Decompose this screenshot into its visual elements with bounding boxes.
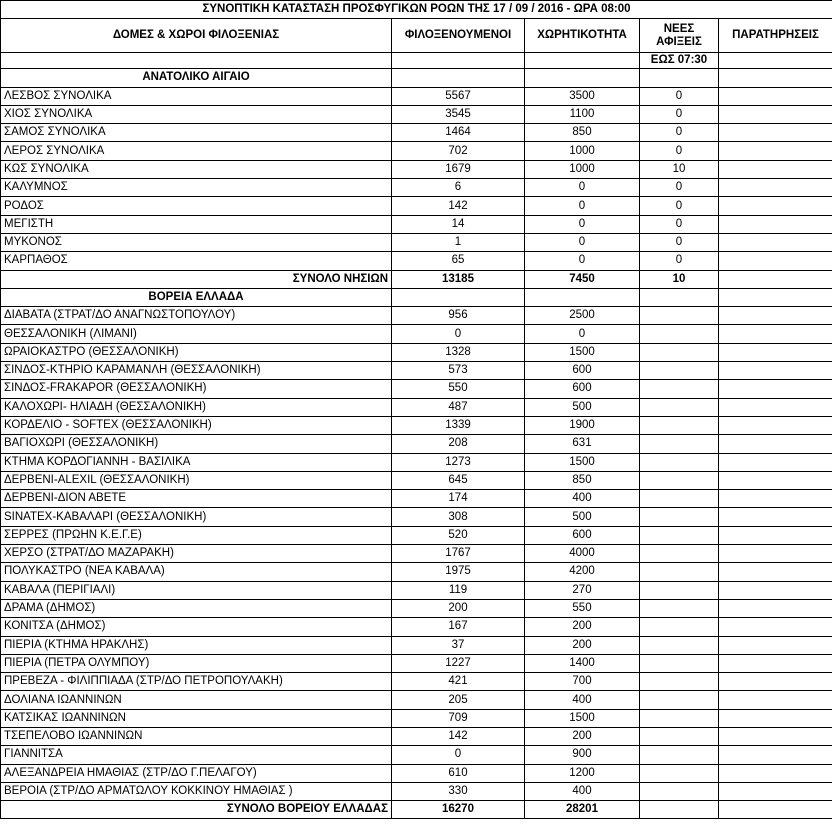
table-row	[1, 362, 832, 380]
hosted-count: 1975	[392, 563, 525, 581]
facility-name: ΡΟΔΟΣ	[1, 197, 392, 215]
hosted-count: 550	[392, 380, 525, 398]
empty-cell	[525, 288, 640, 306]
hosted-count: 709	[392, 709, 525, 727]
new-arrivals-count	[640, 471, 719, 489]
new-arrivals-count	[640, 362, 719, 380]
hosted-count: 1227	[392, 654, 525, 672]
capacity-count: 200	[525, 618, 640, 636]
new-arrivals-count	[640, 325, 719, 343]
new-arrivals-count	[640, 618, 719, 636]
region-title: ΑΝΑΤΟΛΙΚΟ ΑΙΓΑΙΟ	[1, 69, 392, 87]
remarks-cell	[719, 252, 832, 270]
facility-name: ΑΛΕΞΑΝΔΡΕΙΑ ΗΜΑΘΙΑΣ (ΣΤΡ/ΔΟ Γ.ΠΕΛΑΓΟΥ)	[1, 764, 392, 782]
table-row	[1, 416, 832, 434]
remarks-cell	[719, 179, 832, 197]
hosted-count: 142	[392, 197, 525, 215]
remarks-cell	[719, 545, 832, 563]
facility-name: ΠΟΛΥΚΑΣΤΡΟ (ΝΕΑ ΚΑΒΑΛΑ)	[1, 563, 392, 581]
facility-name: ΣΙΝΔΟΣ-ΚΤΗΡΙΟ ΚΑΡΑΜΑΝΛΗ (ΘΕΣΣΑΛΟΝΙΚΗ)	[1, 362, 392, 380]
hosted-count: 956	[392, 307, 525, 325]
facility-name: ΚΑΒΑΛΑ (ΠΕΡΙΓΙΑΛΙ)	[1, 581, 392, 599]
capacity-count: 550	[525, 599, 640, 617]
table-row	[1, 307, 832, 325]
table-row	[1, 325, 832, 343]
hosted-count: 1464	[392, 124, 525, 142]
table-row	[1, 215, 832, 233]
hosted-count: 645	[392, 471, 525, 489]
new-arrivals-count	[640, 746, 719, 764]
hosted-count: 3545	[392, 105, 525, 123]
facility-name: ΚΑΛΥΜΝΟΣ	[1, 179, 392, 197]
table-row	[1, 252, 832, 270]
facility-name: ΧΕΡΣΟ (ΣΤΡΑΤ/ΔΟ ΜΑΖΑΡΑΚΗ)	[1, 545, 392, 563]
remarks-cell	[719, 416, 832, 434]
remarks-cell	[719, 654, 832, 672]
header-facilities: ΔΟΜΕΣ & ΧΩΡΟΙ ΦΙΛΟΞΕΝΙΑΣ	[1, 19, 392, 53]
total-label: ΣΥΝΟΛΟ ΝΗΣΙΩΝ	[1, 270, 392, 288]
remarks-cell	[719, 490, 832, 508]
table-row	[1, 746, 832, 764]
remarks-cell	[719, 581, 832, 599]
capacity-count: 1500	[525, 343, 640, 361]
capacity-count: 200	[525, 727, 640, 745]
new-arrivals-count	[640, 654, 719, 672]
capacity-count: 2500	[525, 307, 640, 325]
total-row	[1, 270, 832, 288]
table-row	[1, 618, 832, 636]
table-row	[1, 764, 832, 782]
facility-name: ΔΕΡΒΕΝΙ-ALEXIL (ΘΕΣΣΑΛΟΝΙΚΗ)	[1, 471, 392, 489]
facility-name: ΚΤΗΜΑ ΚΟΡΔΟΓΙΑΝΝΗ - ΒΑΣΙΛΙΚΑ	[1, 453, 392, 471]
new-arrivals-count: 0	[640, 215, 719, 233]
total-hosted: 13185	[392, 270, 525, 288]
table-row	[1, 398, 832, 416]
header-capacity: ΧΩΡΗΤΙΚΟΤΗΤΑ	[525, 19, 640, 53]
table-row	[1, 343, 832, 361]
facility-name: ΣΕΡΡΕΣ (ΠΡΩΗΝ Κ.Ε.Γ.Ε)	[1, 526, 392, 544]
capacity-count: 400	[525, 782, 640, 800]
new-arrivals-count	[640, 782, 719, 800]
table-row	[1, 124, 832, 142]
new-arrivals-count	[640, 435, 719, 453]
table-row	[1, 179, 832, 197]
hosted-count: 421	[392, 673, 525, 691]
new-arrivals-count	[640, 727, 719, 745]
facility-name: ΛΕΣΒΟΣ ΣΥΝΟΛΙΚΑ	[1, 87, 392, 105]
remarks-cell	[719, 636, 832, 654]
facility-name: ΔΕΡΒΕΝΙ-ΔΙΟΝ ΑΒΕΤΕ	[1, 490, 392, 508]
facility-name: ΣΑΜΟΣ ΣΥΝΟΛΙΚΑ	[1, 124, 392, 142]
table-row	[1, 508, 832, 526]
remarks-cell	[719, 453, 832, 471]
facility-name: ΠΙΕΡΙΑ (ΚΤΗΜΑ ΗΡΑΚΛΗΣ)	[1, 636, 392, 654]
new-arrivals-count	[640, 508, 719, 526]
header-new-arrivals: ΝΕΕΣ ΑΦΙΞΕΙΣ	[640, 19, 719, 53]
hosted-count: 1328	[392, 343, 525, 361]
capacity-count: 270	[525, 581, 640, 599]
hosted-count: 0	[392, 325, 525, 343]
capacity-count: 200	[525, 636, 640, 654]
remarks-cell	[719, 270, 832, 288]
remarks-cell	[719, 435, 832, 453]
new-arrivals-count: 0	[640, 124, 719, 142]
empty-cell	[640, 288, 719, 306]
facility-name: ΚΑΡΠΑΘΟΣ	[1, 252, 392, 270]
capacity-count: 631	[525, 435, 640, 453]
subheader-blank	[1, 53, 392, 69]
remarks-cell	[719, 526, 832, 544]
hosted-count: 1	[392, 233, 525, 251]
remarks-cell	[719, 325, 832, 343]
remarks-cell	[719, 746, 832, 764]
subheader-blank	[525, 53, 640, 69]
empty-cell	[525, 69, 640, 87]
table-row	[1, 142, 832, 160]
facility-name: ΒΑΓΙΟΧΩΡΙ (ΘΕΣΣΑΛΟΝΙΚΗ)	[1, 435, 392, 453]
hosted-count: 308	[392, 508, 525, 526]
capacity-count: 400	[525, 691, 640, 709]
remarks-cell	[719, 618, 832, 636]
new-arrivals-count	[640, 599, 719, 617]
table-row	[1, 453, 832, 471]
hosted-count: 5567	[392, 87, 525, 105]
table-row	[1, 87, 832, 105]
table-row	[1, 581, 832, 599]
empty-cell	[640, 69, 719, 87]
capacity-count: 0	[525, 197, 640, 215]
total-arrivals: 10	[640, 270, 719, 288]
subheader-row	[1, 53, 832, 69]
capacity-count: 1900	[525, 416, 640, 434]
capacity-count: 500	[525, 508, 640, 526]
table-row	[1, 105, 832, 123]
table-row	[1, 435, 832, 453]
hosted-count: 142	[392, 727, 525, 745]
remarks-cell	[719, 691, 832, 709]
remarks-cell	[719, 380, 832, 398]
new-arrivals-count	[640, 526, 719, 544]
hosted-count: 1767	[392, 545, 525, 563]
capacity-count: 600	[525, 526, 640, 544]
remarks-cell	[719, 727, 832, 745]
remarks-cell	[719, 343, 832, 361]
new-arrivals-count: 0	[640, 197, 719, 215]
hosted-count: 205	[392, 691, 525, 709]
hosted-count: 573	[392, 362, 525, 380]
facility-name: ΒΕΡΟΙΑ (ΣΤΡ/ΔΟ ΑΡΜΑΤΩΛΟΥ ΚΟΚΚΙΝΟΥ ΗΜΑΘΙΑΣ )	[1, 782, 392, 800]
capacity-count: 0	[525, 252, 640, 270]
empty-cell	[719, 69, 832, 87]
table-row	[1, 709, 832, 727]
capacity-count: 850	[525, 124, 640, 142]
table-row	[1, 160, 832, 178]
capacity-count: 400	[525, 490, 640, 508]
total-capacity: 28201	[525, 801, 640, 819]
capacity-count: 600	[525, 380, 640, 398]
new-arrivals-count	[640, 398, 719, 416]
hosted-count: 487	[392, 398, 525, 416]
table-row	[1, 636, 832, 654]
table-row	[1, 471, 832, 489]
capacity-count: 1000	[525, 160, 640, 178]
header-hosted: ΦΙΛΟΞΕΝΟΥΜΕΝΟΙ	[392, 19, 525, 53]
new-arrivals-count	[640, 581, 719, 599]
hosted-count: 174	[392, 490, 525, 508]
hosted-count: 610	[392, 764, 525, 782]
facility-name: ΣΙΝΔΟΣ-FRAKAPOR (ΘΕΣΣΑΛΟΝΙΚΗ)	[1, 380, 392, 398]
facility-name: ΚΟΡΔΕΛΙΟ - SOFTEX (ΘΕΣΣΑΛΟΝΙΚΗ)	[1, 416, 392, 434]
remarks-cell	[719, 197, 832, 215]
remarks-cell	[719, 508, 832, 526]
table-row	[1, 490, 832, 508]
remarks-cell	[719, 563, 832, 581]
region-row	[1, 288, 832, 306]
new-arrivals-count	[640, 343, 719, 361]
hosted-count: 119	[392, 581, 525, 599]
facility-name: ΩΡΑΙΟΚΑΣΤΡΟ (ΘΕΣΣΑΛΟΝΙΚΗ)	[1, 343, 392, 361]
capacity-count: 4200	[525, 563, 640, 581]
new-arrivals-count	[640, 709, 719, 727]
remarks-cell	[719, 307, 832, 325]
capacity-count: 0	[525, 215, 640, 233]
region-row	[1, 69, 832, 87]
hosted-count: 330	[392, 782, 525, 800]
capacity-count: 500	[525, 398, 640, 416]
facility-name: ΔΟΛΙΑΝΑ ΙΩΑΝΝΙΝΩΝ	[1, 691, 392, 709]
remarks-cell	[719, 599, 832, 617]
capacity-count: 0	[525, 233, 640, 251]
facility-name: ΘΕΣΣΑΛΟΝΙΚΗ (ΛΙΜΑΝΙ)	[1, 325, 392, 343]
remarks-cell	[719, 160, 832, 178]
total-arrivals	[640, 801, 719, 819]
new-arrivals-count	[640, 453, 719, 471]
hosted-count: 1679	[392, 160, 525, 178]
empty-cell	[392, 69, 525, 87]
facility-name: ΚΩΣ ΣΥΝΟΛΙΚΑ	[1, 160, 392, 178]
remarks-cell	[719, 124, 832, 142]
table-row	[1, 727, 832, 745]
table-row	[1, 782, 832, 800]
header-row	[1, 19, 832, 53]
table-row	[1, 563, 832, 581]
remarks-cell	[719, 398, 832, 416]
report-title: ΣΥΝΟΠΤΙΚΗ ΚΑΤΑΣΤΑΣΗ ΠΡΟΣΦΥΓΙΚΩΝ ΡΟΩΝ ΤΗΣ 17 / 09 / 2016 - ΩΡΑ 08:00	[1, 1, 832, 19]
capacity-count: 0	[525, 325, 640, 343]
facility-name: ΔΡΑΜΑ (ΔΗΜΟΣ)	[1, 599, 392, 617]
capacity-count: 900	[525, 746, 640, 764]
new-arrivals-count: 0	[640, 105, 719, 123]
remarks-cell	[719, 471, 832, 489]
new-arrivals-count	[640, 764, 719, 782]
hosted-count: 14	[392, 215, 525, 233]
table-row	[1, 691, 832, 709]
hosted-count: 37	[392, 636, 525, 654]
total-label: ΣΥΝΟΛΟ ΒΟΡΕΙΟΥ ΕΛΛΑΔΑΣ	[1, 801, 392, 819]
new-arrivals-count: 0	[640, 179, 719, 197]
new-arrivals-count	[640, 307, 719, 325]
remarks-cell	[719, 801, 832, 819]
facility-name: ΔΙΑΒΑΤΑ (ΣΤΡΑΤ/ΔΟ ΑΝΑΓΝΩΣΤΟΠΟΥΛΟΥ)	[1, 307, 392, 325]
facility-name: ΤΣΕΠΕΛΟΒΟ ΙΩΑΝΝΙΝΩΝ	[1, 727, 392, 745]
hosted-count: 65	[392, 252, 525, 270]
new-arrivals-count	[640, 416, 719, 434]
hosted-count: 167	[392, 618, 525, 636]
remarks-cell	[719, 87, 832, 105]
facility-name: ΜΥΚΟΝΟΣ	[1, 233, 392, 251]
hosted-count: 6	[392, 179, 525, 197]
facility-name: ΓΙΑΝΝΙΤΣΑ	[1, 746, 392, 764]
remarks-cell	[719, 782, 832, 800]
hosted-count: 1273	[392, 453, 525, 471]
facility-name: ΚΑΤΣΙΚΑΣ ΙΩΑΝΝΙΝΩΝ	[1, 709, 392, 727]
header-remarks: ΠΑΡΑΤΗΡΗΣΕΙΣ	[719, 19, 832, 53]
table-row	[1, 545, 832, 563]
table-row	[1, 197, 832, 215]
facility-name: ΜΕΓΙΣΤΗ	[1, 215, 392, 233]
title-row	[1, 1, 832, 19]
hosted-count: 1339	[392, 416, 525, 434]
empty-cell	[392, 288, 525, 306]
table-row	[1, 380, 832, 398]
subheader-blank	[719, 53, 832, 69]
facility-name: ΠΙΕΡΙΑ (ΠΕΤΡΑ ΟΛΥΜΠΟΥ)	[1, 654, 392, 672]
total-hosted: 16270	[392, 801, 525, 819]
capacity-count: 1200	[525, 764, 640, 782]
total-row	[1, 801, 832, 819]
capacity-count: 4000	[525, 545, 640, 563]
remarks-cell	[719, 709, 832, 727]
table-row	[1, 654, 832, 672]
capacity-count: 600	[525, 362, 640, 380]
new-arrivals-count	[640, 563, 719, 581]
empty-cell	[719, 288, 832, 306]
hosted-count: 702	[392, 142, 525, 160]
capacity-count: 3500	[525, 87, 640, 105]
facility-name: ΚΑΛΟΧΩΡΙ- ΗΛΙΑΔΗ (ΘΕΣΣΑΛΟΝΙΚΗ)	[1, 398, 392, 416]
capacity-count: 1100	[525, 105, 640, 123]
remarks-cell	[719, 215, 832, 233]
hosted-count: 520	[392, 526, 525, 544]
hosted-count: 0	[392, 746, 525, 764]
new-arrivals-count	[640, 490, 719, 508]
capacity-count: 1400	[525, 654, 640, 672]
remarks-cell	[719, 673, 832, 691]
capacity-count: 1500	[525, 709, 640, 727]
capacity-count: 0	[525, 179, 640, 197]
new-arrivals-count: 0	[640, 87, 719, 105]
new-arrivals-count: 0	[640, 252, 719, 270]
remarks-cell	[719, 764, 832, 782]
capacity-count: 850	[525, 471, 640, 489]
capacity-count: 1000	[525, 142, 640, 160]
new-arrivals-count	[640, 636, 719, 654]
region-title: ΒΟΡΕΙΑ ΕΛΛΑΔΑ	[1, 288, 392, 306]
remarks-cell	[719, 233, 832, 251]
facility-name: ΠΡΕΒΕΖΑ - ΦΙΛΙΠΠΙΑΔΑ (ΣΤΡ/ΔΟ ΠΕΤΡΟΠΟΥΛΑΚΗ)	[1, 673, 392, 691]
capacity-count: 700	[525, 673, 640, 691]
facility-name: SINATEX-ΚΑΒΑΛΑΡΙ (ΘΕΣΣΑΛΟΝΙΚΗ)	[1, 508, 392, 526]
subheader-arrivals-time: ΕΩΣ 07:30	[640, 53, 719, 69]
remarks-cell	[719, 362, 832, 380]
new-arrivals-count	[640, 673, 719, 691]
new-arrivals-count	[640, 691, 719, 709]
new-arrivals-count: 0	[640, 142, 719, 160]
hosted-count: 200	[392, 599, 525, 617]
remarks-cell	[719, 142, 832, 160]
facility-name: ΚΟΝΙΤΣΑ (ΔΗΜΟΣ)	[1, 618, 392, 636]
capacity-count: 1500	[525, 453, 640, 471]
table-row	[1, 599, 832, 617]
facility-name: ΧΙΟΣ ΣΥΝΟΛΙΚΑ	[1, 105, 392, 123]
subheader-blank	[392, 53, 525, 69]
remarks-cell	[719, 105, 832, 123]
total-capacity: 7450	[525, 270, 640, 288]
facility-name: ΛΕΡΟΣ ΣΥΝΟΛΙΚΑ	[1, 142, 392, 160]
table-row	[1, 673, 832, 691]
new-arrivals-count: 10	[640, 160, 719, 178]
table-row	[1, 233, 832, 251]
new-arrivals-count: 0	[640, 233, 719, 251]
table-row	[1, 526, 832, 544]
hosted-count: 208	[392, 435, 525, 453]
new-arrivals-count	[640, 380, 719, 398]
new-arrivals-count	[640, 545, 719, 563]
